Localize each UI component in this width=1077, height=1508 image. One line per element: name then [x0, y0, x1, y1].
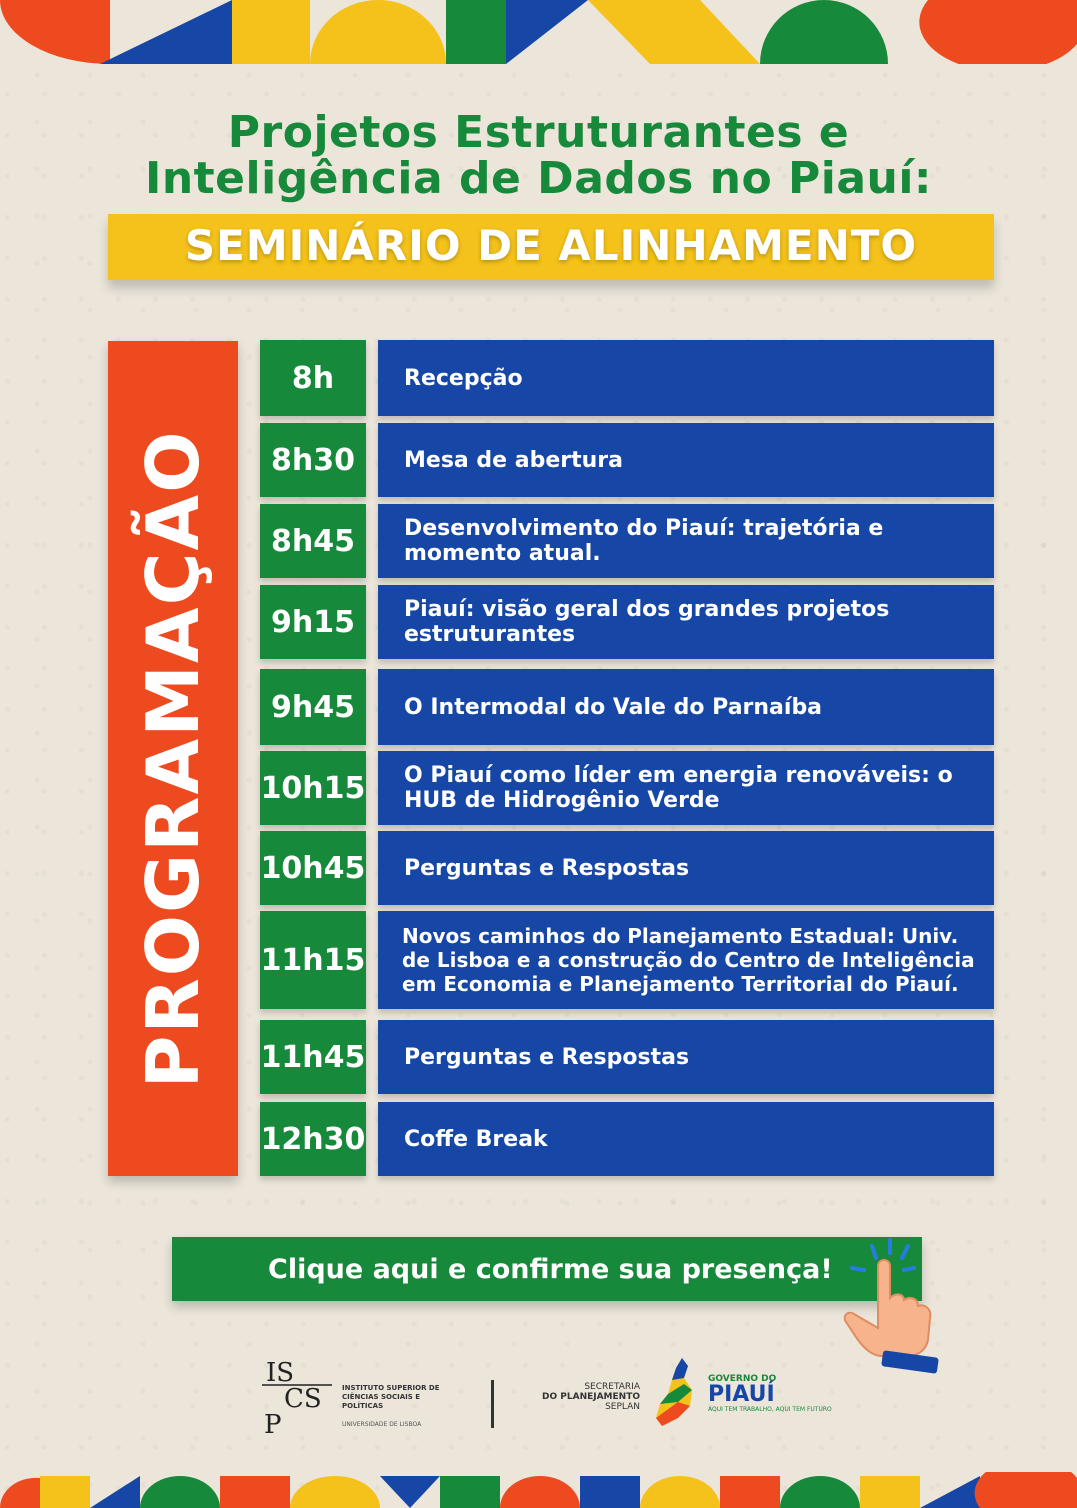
confirm-presence-label: Clique aqui e confirme sua presença!: [268, 1253, 833, 1285]
schedule-activity: Piauí: visão geral dos grandes projetos estruturantes: [378, 585, 994, 659]
svg-text:P: P: [264, 1410, 282, 1439]
gov-tagline: AQUI TEM TRABALHO, AQUI TEM FUTURO: [708, 1406, 832, 1413]
programacao-label: PROGRAMAÇÃO: [131, 429, 215, 1088]
schedule-time: 11h15: [260, 911, 366, 1009]
seplan-line-3: SEPLAN: [605, 1402, 640, 1412]
bottom-decoration: [0, 1472, 1077, 1508]
schedule-row: [260, 669, 994, 745]
schedule-activity: Coffe Break: [378, 1102, 994, 1176]
schedule-row: [260, 911, 994, 1009]
seplan-line-1: SECRETARIA: [584, 1382, 640, 1392]
seplan-logo-text: [530, 1382, 640, 1412]
pointing-hand-icon: [838, 1236, 950, 1374]
schedule-row: [260, 423, 994, 497]
schedule-activity: Mesa de abertura: [378, 423, 994, 497]
gov-line-2: PIAUÍ: [708, 1382, 775, 1407]
iscsp-name: INSTITUTO SUPERIOR DE CIÊNCIAS SOCIAIS E POLÍTICAS: [342, 1384, 440, 1410]
schedule-activity: Perguntas e Respostas: [378, 831, 994, 905]
main-title: [0, 107, 1077, 204]
schedule-time: 10h15: [260, 751, 366, 825]
programacao-side-bar: [108, 341, 238, 1176]
schedule-row: [260, 504, 994, 578]
iscsp-logo-icon: [262, 1355, 334, 1439]
schedule-activity: Desenvolvimento do Piauí: trajetória e momento atual.: [378, 504, 994, 578]
schedule-time: 11h45: [260, 1020, 366, 1094]
schedule-time: 9h45: [260, 669, 366, 745]
schedule-row: [260, 831, 994, 905]
confirm-presence-button[interactable]: [172, 1237, 922, 1301]
schedule-time: 8h45: [260, 504, 366, 578]
schedule-activity: Recepção: [378, 340, 994, 416]
schedule-time: 9h15: [260, 585, 366, 659]
schedule-time: 8h: [260, 340, 366, 416]
governo-piaui-logo: [708, 1374, 832, 1413]
iscsp-university: UNIVERSIDADE DE LISBOA: [342, 1421, 422, 1428]
subtitle: SEMINÁRIO DE ALINHAMENTO: [184, 221, 918, 270]
schedule-time: 10h45: [260, 831, 366, 905]
subtitle-banner: [108, 214, 994, 280]
title-line-2: Inteligência de Dados no Piauí:: [144, 153, 933, 204]
gov-line-1: GOVERNO DO: [708, 1374, 777, 1384]
seplan-line-2: DO PLANEJAMENTO: [542, 1392, 640, 1402]
schedule-activity: Perguntas e Respostas: [378, 1020, 994, 1094]
title-line-1: Projetos Estruturantes e: [227, 107, 850, 158]
schedule-row: [260, 751, 994, 825]
schedule-row: [260, 340, 994, 416]
schedule-row: [260, 1102, 994, 1176]
logo-divider: [491, 1380, 494, 1428]
schedule-row: [260, 1020, 994, 1094]
piaui-map-icon: [652, 1356, 704, 1430]
schedule-activity: O Intermodal do Vale do Parnaíba: [378, 669, 994, 745]
schedule-activity: O Piauí como líder em energia renováveis: o HUB de Hidrogênio Verde: [378, 751, 994, 825]
svg-text:CS: CS: [284, 1384, 322, 1414]
schedule-time: 12h30: [260, 1102, 366, 1176]
schedule-row: [260, 585, 994, 659]
top-decoration: [0, 0, 1077, 64]
schedule-time: 8h30: [260, 423, 366, 497]
schedule-activity: Novos caminhos do Planejamento Estadual: Univ. de Lisboa e a construção do Centro de Inteligência em Economia e Planejamento Territorial do Piauí.: [378, 911, 994, 1009]
svg-text:IS: IS: [266, 1358, 295, 1388]
